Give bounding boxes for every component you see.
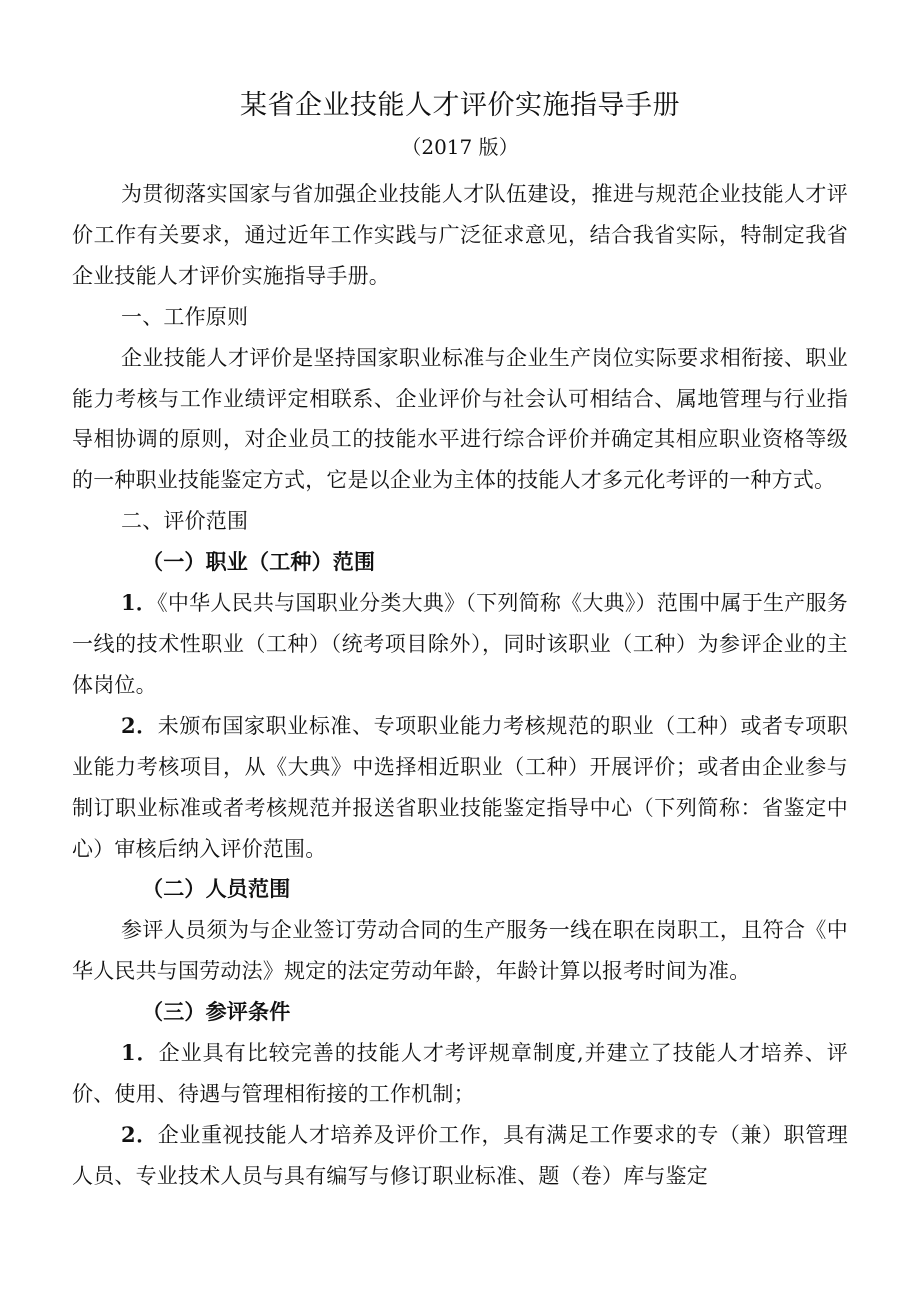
subsection-heading-personnel: （二）人员范围 — [142, 876, 291, 902]
conditions-item-1 — [72, 1033, 848, 1115]
conditions-item-2 — [72, 1115, 848, 1197]
item-number: 2． — [121, 1121, 158, 1147]
intro-paragraph: 为贯彻落实国家与省加强企业技能人才队伍建设，推进与规范企业技能人才评价工作有关要求，通过近年工作实践与广泛征求意见，结合我省实际，特制定我省企业技能人才评价实施指导手册。 — [72, 182, 848, 288]
item-number: 2． — [121, 712, 158, 738]
subsection-heading-occupation: （一）职业（工种）范围 — [142, 549, 376, 575]
document-edition: （2017 版） — [401, 135, 519, 159]
personnel-paragraph: 参评人员须为与企业签订劳动合同的生产服务一线在职在岗职工，且符合《中华人民共与国劳动法》规定的法定劳动年龄，年龄计算以报考时间为准。 — [72, 918, 848, 984]
section-heading-scope: 二、评价范围 — [121, 509, 249, 534]
item-number: 1． — [121, 1040, 159, 1066]
item-text: 《中华人民共与国职业分类大典》（下列简称《大典》）范围中属于生产服务一线的技术性职业（工种）（统考项目除外），同时该职业（工种）为参评企业的主体岗位。 — [72, 591, 848, 697]
occupation-item-1 — [72, 583, 848, 706]
item-text: 企业具有比较完善的技能人才考评规章制度,并建立了技能人才培养、评价、使用、待遇与管理相衔接的工作机制； — [72, 1041, 849, 1106]
document-title: 某省企业技能人才评价实施指导手册 — [240, 90, 680, 121]
occupation-item-2 — [72, 706, 848, 870]
subsection-heading-conditions: （三）参评条件 — [142, 999, 291, 1025]
section-heading-principles: 一、工作原则 — [121, 304, 249, 329]
principles-paragraph: 企业技能人才评价是坚持国家职业标准与企业生产岗位实际要求相衔接、职业能力考核与工作业绩评定相联系、企业评价与社会认可相结合、属地管理与行业指导相协调的原则，对企业员工的技能水平进行综合评价并确定其相应职业资格等级的一种职业技能鉴定方式，它是以企业为主体的技能人才多元化考评的一种方式。 — [72, 345, 848, 493]
item-number: 1． — [121, 590, 158, 616]
item-text: 未颁布国家职业标准、专项职业能力考核规范的职业（工种）或者专项职业能力考核项目，从《大典》中选择相近职业（工种）开展评价；或者由企业参与制订职业标准或者考核规范并报送省职业技能鉴定指导中心（下列简称：省鉴定中心）审核后纳入评价范围。 — [72, 713, 848, 861]
document-body — [72, 174, 848, 1197]
item-text: 企业重视技能人才培养及评价工作，具有满足工作要求的专（兼）职管理人员、专业技术人员与具有编写与修订职业标准、题（卷）库与鉴定 — [72, 1122, 848, 1188]
